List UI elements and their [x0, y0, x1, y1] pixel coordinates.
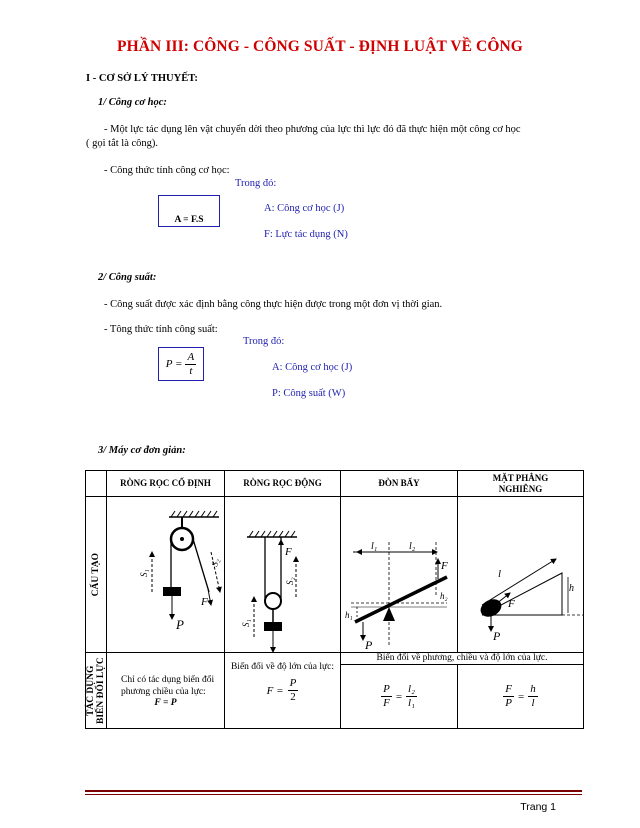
moving-pulley-fraction: [288, 677, 299, 704]
work-def-a: A: Công cơ học (J): [264, 203, 345, 214]
incline-rhs-num: h: [530, 683, 536, 695]
lever-rhs-fraction: [406, 683, 417, 710]
lever-f-label: F: [441, 560, 448, 572]
footer-rule-thick: [85, 790, 582, 792]
incline-effect-cell: [458, 665, 584, 729]
fixed-pulley-f-label: F: [201, 596, 208, 608]
page-title: PHẦN III: CÔNG - CÔNG SUẤT - ĐỊNH LUẬT VỀ CÔNG: [117, 38, 523, 55]
moving-pulley-formula: [225, 677, 340, 704]
subsection-heading-power: 2/ Công suất:: [98, 272, 157, 283]
work-formula: A = F.S: [174, 215, 204, 225]
inclined-plane-diagram: [458, 497, 583, 652]
fixed-pulley-effect-text: Chỉ có tác dụng biến đổi phương chiều của lực:: [121, 674, 215, 697]
work-definition-line2: ( gọi tắt là công).: [86, 138, 159, 149]
lever-lhs-num: P: [383, 683, 390, 695]
lever-lhs-den: F: [383, 697, 390, 709]
lever-l2-label: l₂: [409, 541, 416, 552]
lever-equals: =: [395, 690, 403, 703]
moving-pulley-s1-label: S₁: [241, 619, 251, 627]
table-row-structure: [86, 497, 584, 653]
power-formula-intro: - Tông thức tính công suất:: [104, 324, 218, 335]
moving-pulley-s2-label: S₂: [285, 577, 295, 585]
moving-pulley-cell: [225, 497, 341, 653]
moving-pulley-num: P: [289, 677, 297, 689]
moving-pulley-diagram: [225, 497, 340, 652]
simple-machines-table: [85, 470, 584, 729]
lever-effect-cell: [341, 665, 458, 729]
incline-f-label: F: [508, 598, 515, 610]
table-corner-cell: [86, 471, 107, 497]
incline-lhs-den: P: [505, 697, 512, 709]
moving-pulley-f-label: F: [285, 546, 292, 558]
lever-p-label: P: [365, 638, 373, 652]
power-formula-den: t: [189, 364, 193, 377]
work-def-f: F: Lực tác dụng (N): [264, 229, 348, 240]
work-formula-intro: - Công thức tính công cơ học:: [104, 165, 230, 176]
power-def-p: P: Công suất (W): [272, 388, 346, 399]
subsection-heading-work: 1/ Công cơ học:: [98, 97, 167, 108]
incline-rhs-fraction: [528, 683, 538, 710]
page-number: Trang 1: [520, 801, 556, 813]
work-where-label: Trong đó:: [235, 178, 277, 189]
lever-formula: [341, 683, 457, 710]
header-inclined-plane: MẶT PHẲNG NGHIÊNG: [492, 472, 549, 494]
lever-cell: [341, 497, 458, 653]
moving-pulley-effect-text: Biến đổi về độ lớn của lực:: [230, 662, 335, 672]
header-cell: [225, 471, 341, 497]
footer-rule-thin: [85, 794, 582, 795]
power-definition: - Công suất được xác định bằng công thực hiện được trong một đơn vị thời gian.: [104, 299, 443, 310]
lever-h1-label: h₁: [345, 610, 353, 620]
power-where-label: Trong đó:: [243, 336, 285, 347]
incline-equals: =: [518, 690, 525, 703]
incline-l-label: l: [498, 568, 502, 580]
row-label-effect: TÁC DỤNG BIẾN ĐỔI LỰC: [86, 657, 106, 724]
fixed-pulley-p-label: P: [176, 617, 184, 632]
fixed-pulley-cell: [107, 497, 225, 653]
incline-p-label: P: [493, 629, 501, 643]
incline-h-label: h: [569, 583, 574, 594]
header-cell: [458, 471, 584, 497]
work-formula-box: [158, 195, 220, 227]
merged-effect-cell: [341, 653, 584, 665]
fixed-pulley-s1-label: S₁: [139, 569, 149, 577]
lever-l1-label: l₁: [371, 541, 378, 552]
merged-effect-text: Biến đổi về phương, chiều và độ lớn của lực.: [376, 653, 548, 663]
moving-pulley-effect-cell: [225, 653, 341, 729]
header-lever: ĐÒN BẨY: [378, 478, 420, 488]
header-fixed-pulley: RÒNG RỌC CỐ ĐỊNH: [120, 478, 211, 488]
incline-lhs-num: F: [505, 683, 512, 695]
subsection-heading-machines: 3/ Máy cơ đơn giản:: [98, 445, 186, 456]
table-row-effect-top: [86, 653, 584, 665]
power-formula-num: A: [187, 350, 195, 363]
incline-rhs-den: l: [531, 697, 535, 709]
fixed-pulley-effect-formula: F = P: [154, 697, 177, 708]
fixed-pulley-effect-cell: [107, 653, 225, 729]
power-formula-lhs: P =: [165, 358, 183, 370]
row-label-cell: [86, 497, 107, 653]
power-formula-fraction: [185, 351, 196, 378]
lever-rhs-den: l₁: [408, 697, 415, 709]
section-heading: I - CƠ SỞ LÝ THUYẾT:: [86, 73, 198, 84]
header-moving-pulley: RÒNG RỌC ĐỘNG: [243, 478, 322, 488]
work-definition-line1: - Một lực tác dụng lên vật chuyển dời theo phương của lực thì lực đó đã thực hiện một công cơ học: [104, 124, 521, 135]
incline-formula: [458, 683, 583, 710]
lever-lhs-fraction: [381, 683, 392, 710]
fixed-pulley-diagram: [107, 497, 224, 652]
lever-diagram: [341, 497, 457, 652]
table-header-row: [86, 471, 584, 497]
moving-pulley-formula-lhs: F =: [266, 684, 284, 697]
incline-lhs-fraction: [503, 683, 514, 710]
row-label-structure: CẤU TẠO: [91, 552, 101, 597]
fixed-pulley-s2-label: S₂: [209, 557, 221, 568]
lever-h2-label: h₂: [440, 591, 448, 601]
header-cell: [341, 471, 458, 497]
power-def-a: A: Công cơ học (J): [272, 362, 353, 373]
power-formula-box: [158, 347, 204, 381]
row-label-cell: [86, 653, 107, 729]
moving-pulley-den: 2: [290, 691, 296, 703]
header-cell: [107, 471, 225, 497]
inclined-plane-cell: [458, 497, 584, 653]
lever-rhs-num: l₂: [408, 683, 415, 695]
